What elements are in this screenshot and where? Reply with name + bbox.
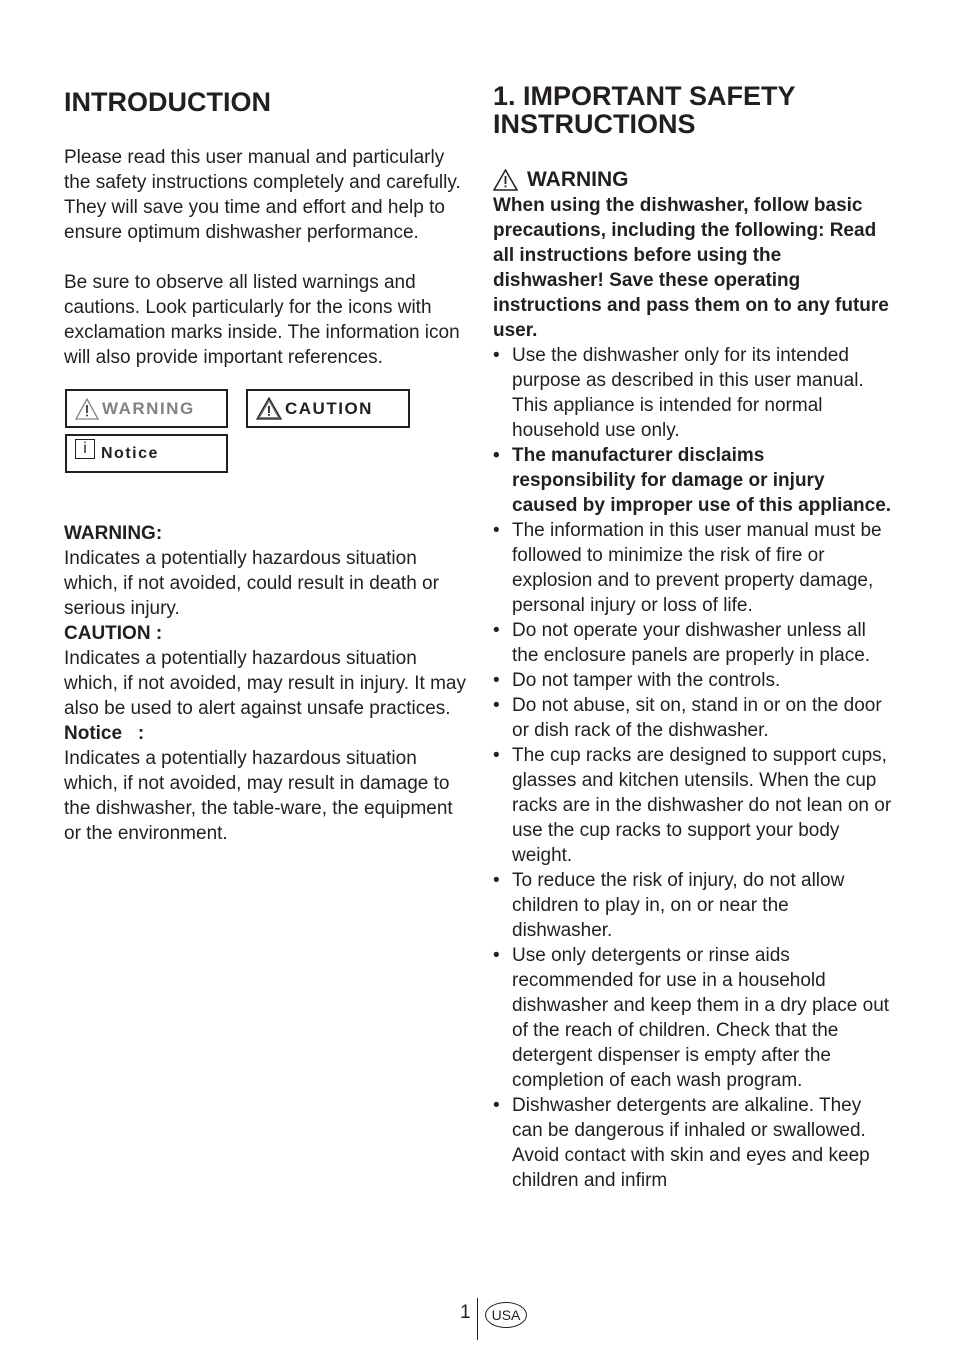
list-item: • The information in this user manual must be followed to minimize the risk of fire or explosion and to prevent property damage, personal injury or loss of life. <box>493 518 893 618</box>
warning-heading-text: WARNING <box>527 168 629 191</box>
warning-label-text: WARNING <box>102 398 195 418</box>
list-item: • Do not operate your dishwasher unless all the enclosure panels are properly in place. <box>493 618 893 668</box>
warning-lead-text: When using the dishwasher, follow basic precautions, including the following: Read all instructions before using the dishwasher! Save these operating instructions and pass them on to any future user. <box>493 195 889 341</box>
definition-desc-warning: Indicates a potentially hazardous situation which, if not avoided, could result in death or serious injury. <box>64 548 439 619</box>
list-item: • Dishwasher detergents are alkaline. They can be dangerous if inhaled or swallowed. Avoid contact with skin and eyes and keep children and infirm <box>493 1093 893 1193</box>
definition-term-warning: WARNING: <box>64 523 163 544</box>
intro-paragraph-2: Be sure to observe all listed warnings and cautions. Look particularly for the icons with exclamation marks inside. The information icon will also provide important references. <box>64 272 460 368</box>
definition-term-notice: Notice : <box>64 723 145 744</box>
notice-label-text: Notice <box>101 444 159 462</box>
list-item: • The manufacturer disclaims responsibility for damage or injury caused by improper use of this appliance. <box>493 443 893 518</box>
warning-triangle-icon <box>75 398 99 420</box>
definition-term-caution: CAUTION : <box>64 623 163 644</box>
safety-instructions-title: 1. IMPORTANT SAFETY INSTRUCTIONS <box>493 81 796 139</box>
definition-desc-notice: Indicates a potentially hazardous situation which, if not avoided, may result in damage to the dishwasher, the table-ware, the equipment or the environment. <box>64 748 453 844</box>
list-item: • Do not abuse, sit on, stand in or on the door or dish rack of the dishwasher. <box>493 693 893 743</box>
list-item: • Use only detergents or rinse aids recommended for use in a household dishwasher and keep them in a dry place out of the reach of children. Check that the detergent dispenser is empty after the completion of each wash program. <box>493 943 893 1093</box>
list-item: • Use the dishwasher only for its intended purpose as described in this user manual. This appliance is intended for normal household use only. <box>493 343 893 443</box>
list-item: • To reduce the risk of injury, do not allow children to play in, on or near the dishwasher. <box>493 868 893 943</box>
hazard-definitions <box>64 521 469 846</box>
info-icon: i <box>75 439 95 459</box>
notice-label-box <box>65 434 228 473</box>
safety-label-legend <box>64 383 469 511</box>
list-item: • Do not tamper with the controls. <box>493 668 893 693</box>
warning-label-box <box>65 389 228 428</box>
introduction-title: INTRODUCTION <box>64 87 271 117</box>
introduction-section <box>64 88 469 846</box>
footer-divider <box>477 1298 478 1340</box>
safety-bullet-list <box>493 343 893 1193</box>
warning-heading <box>493 167 893 193</box>
page-number: 1 <box>460 1302 471 1323</box>
definition-desc-caution: Indicates a potentially hazardous situation which, if not avoided, may result in injury. It may also be used to alert against unsafe practices. <box>64 648 466 719</box>
safety-instructions-section <box>493 82 893 1193</box>
caution-triangle-icon <box>256 397 282 420</box>
caution-label-box <box>246 389 410 428</box>
country-badge: USA <box>485 1302 527 1328</box>
intro-paragraph-1: Please read this user manual and particularly the safety instructions completely and carefully. They will save you time and effort and help to ensure optimum dishwasher performance. <box>64 147 461 243</box>
list-item: • The cup racks are designed to support cups, glasses and kitchen utensils. When the cup racks are in the dishwasher do not lean on or use the cup racks to support your body weight. <box>493 743 893 868</box>
page-footer <box>460 1298 540 1340</box>
warning-triangle-icon <box>493 169 518 191</box>
caution-label-text: CAUTION <box>285 398 373 418</box>
